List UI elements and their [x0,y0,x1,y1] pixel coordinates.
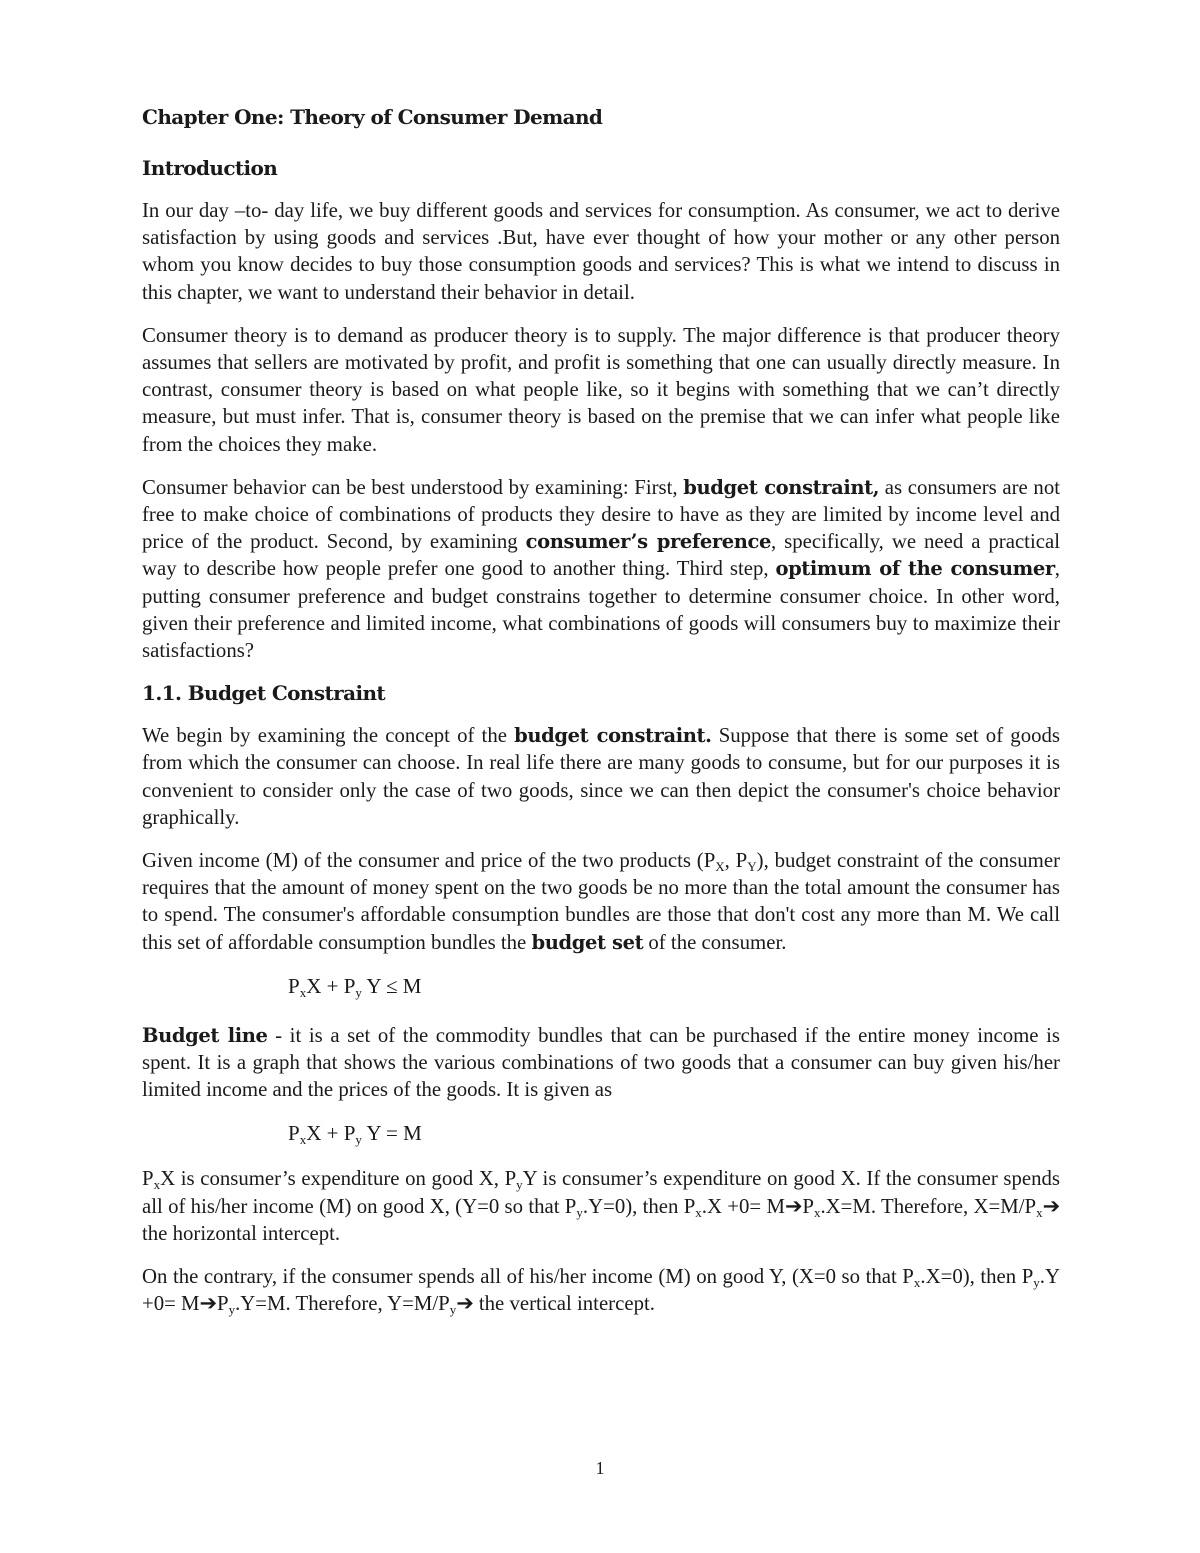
intro-heading: Introduction [142,156,278,180]
paragraph-consumer-theory: Consumer theory is to demand as producer theory is to supply. The major difference is that producer theory assumes that sellers are motivated by profit, and profit is something that one can usually directly measure. In contrast, consumer theory is based on what people like, so it begins with something that we can’t directly measure, but must infer. That is, consumer theory is based on the premise that we can infer what people like from the choices they make. [142,323,1060,456]
section-heading-budget-constraint: 1.1. Budget Constraint [142,681,386,706]
equation-budget-line: $P_xX + P_y$ Y = M [288,1121,422,1148]
paragraph-vertical-intercept: On the contrary, if the consumer spends all of his/her income (M) on good Y, (X=0 so that $P_x.X=0$), then $P_y.Y +0=$ $M➔P_y.Y=M$. Therefore, $Y=M/P_y➔$ the vertical intercept. [142,1265,1061,1318]
paragraph-budget-constraint: We begin by examining the concept of the budget constraint. Suppose that there is some set of goods from which the consumer can choose. In real life there are many goods to consume, but for our purposes it is convenient to consider only the case of two goods, since we can then depict the consumer's choice behavior graphically. [142,724,1060,829]
page-content [142,104,1060,1334]
arrow-icon: ➔ [1042,1194,1060,1218]
chapter-title: Chapter One: Theory of Consumer Demand [142,105,603,129]
paragraph-budget-line: Budget line - it is a set of the commodity bundles that can be purchased if the entire money income is spent. It is a graph that shows the various combinations of two goods that a consumer can buy given his/her limited income and the prices of the goods. It is given as [142,1023,1060,1102]
paragraph-budget-set: Given income (M) of the consumer and price of the two products ($P_X$, $P_Y$), budget constraint of the consumer requires that the amount of money spent on the two goods be no more than the total amount the consumer has to spend. The consumer's affordable consumption bundles are those that don't cost any more than M. We call this set of affordable consumption bundles the budget set of the consumer. [142,849,1060,954]
paragraph-consumer-behavior: Consumer behavior can be best understood by examining: First, budget constraint, as consumers are not free to make choice of combinations of products they desire to have as they are limited by income level and price of the product. Second, by examining consumer’s preference, specifically, we need a practical way to describe how people prefer one good to another thing. Third step, optimum of the consumer, putting consumer preference and budget constrains together to determine consumer choice. In other word, given their preference and limited income, what combinations of goods will consumers buy to maximize their satisfactions? [142,475,1060,663]
arrow-icon: ➔ [199,1292,217,1316]
equation-budget-set: $P_xX + P_y$ Y ≤ M [288,973,422,1000]
bold-optimum-consumer: optimum of the consumer [775,557,1055,581]
arrow-icon: ➔ [456,1292,474,1316]
paragraph-horizontal-intercept: $P_xX$ is consumer’s expenditure on good X, $P_yY$ is consumer’s expenditure on good X. If the consumer spends all of his/her income (M) on good X, (Y=0 so that $P_y.Y=0$), then $P_x.X +0=$ $M➔P_x.X=M$. Therefore, $X=M/P_x➔$ the horizontal intercept. [142,1167,1061,1245]
bold-budget-constraint: budget constraint, [683,475,880,499]
intro-paragraph: In our day –to- day life, we buy different goods and services for consumption. As consumer, we act to derive satisfaction by using goods and services .But, have ever thought of how your mother or any other person whom you know decides to buy those consumption goods and services? This is what we intend to discuss in this chapter, we want to understand their behavior in detail. [142,199,1060,304]
bold-budget-line: Budget line [142,1023,268,1047]
page-number: 1 [595,1458,605,1478]
arrow-icon: ➔ [784,1194,803,1218]
bold-consumer-preference: consumer’s preference [525,530,772,554]
